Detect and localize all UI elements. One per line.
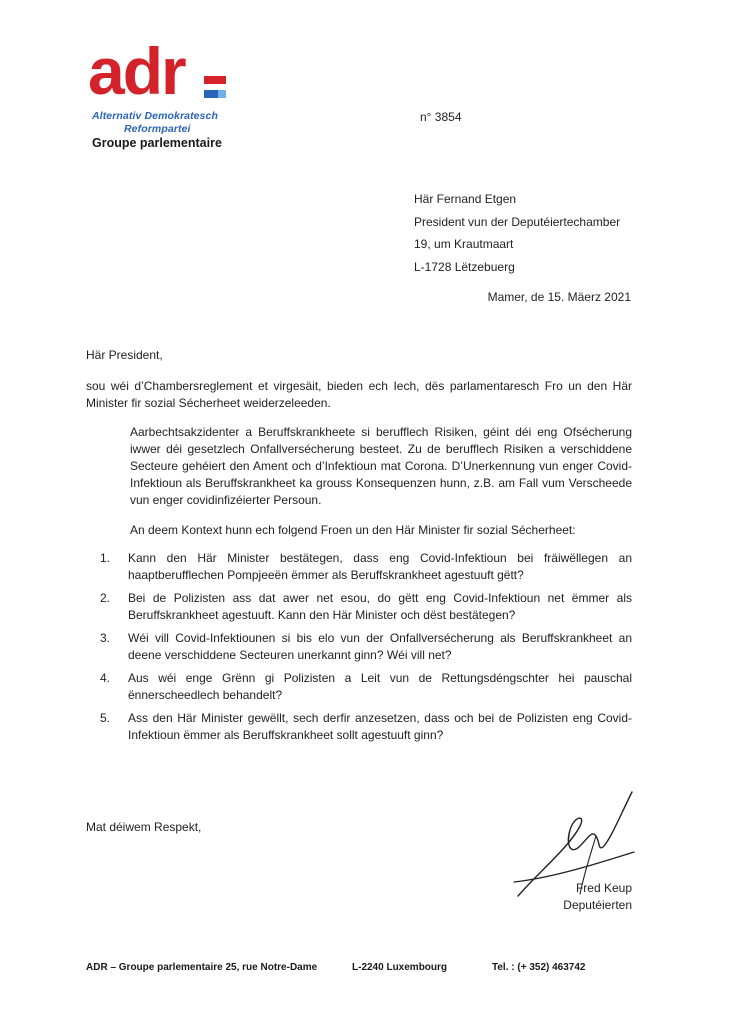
list-item xyxy=(100,590,632,624)
recipient-line: 19, um Krautmaart xyxy=(414,237,514,251)
document-number: n° 3854 xyxy=(420,110,462,124)
letter-date: Mamer, de 15. Mäerz 2021 xyxy=(487,290,631,304)
logo-group-label: Groupe parlementaire xyxy=(92,136,222,150)
question-text: Wéi vill Covid-Infektiounen si bis elo vun der Onfallversécherung als Beruffskrankheet an deene verschiddene Secteuren unerkannt ginn? Wéi vill net? xyxy=(128,631,632,662)
list-item xyxy=(100,670,632,704)
svg-text:adr: adr xyxy=(88,42,185,108)
question-text: Aus wéi enge Grënn gi Polizisten a Leit vun de Rettungsdéngschter hei pauschal ënnerscheedlech behandelt? xyxy=(128,671,632,702)
recipient-line: Här Fernand Etgen xyxy=(414,192,517,206)
question-number: 4. xyxy=(100,671,111,685)
question-text: Ass den Här Minister gewëllt, sech derfir anzesetzen, dass och bei de Polizisten eng Covid-Infektioun ëmmer als Beruffskrankheet sollt agestuuft ginn? xyxy=(128,711,632,742)
questions-list xyxy=(100,550,632,750)
list-item xyxy=(100,550,632,584)
signer-title: Deputéierten xyxy=(563,898,632,912)
closing-line: Mat déiwem Respekt, xyxy=(86,820,202,834)
list-item xyxy=(100,630,632,664)
question-text: Kann den Här Minister bestätegen, dass eng Covid-Infektioun bei fräiwëllegen an haaptberufflechen Pompjeeën ëmmer als Beruffskrankheet agestuuft gëtt? xyxy=(128,551,632,582)
logo-subtitle-line1: Alternativ Demokratesch xyxy=(92,110,219,122)
recipient-line: President vun der Deputéiertechamber xyxy=(414,214,621,229)
question-number: 5. xyxy=(100,711,111,725)
salutation: Här President, xyxy=(86,348,163,362)
signer-name: Fred Keup xyxy=(575,881,632,895)
footer-address: ADR – Groupe parlementaire 25, rue Notre-Dame xyxy=(86,962,318,973)
question-number: 1. xyxy=(100,551,111,565)
recipient-address xyxy=(414,188,620,278)
recipient-line: L-1728 Lëtzebuerg xyxy=(414,259,515,274)
questions-lead: An deem Kontext hunn ech folgend Froen un den Här Minister fir sozial Sécherheet: xyxy=(130,523,576,537)
footer-city: L-2240 Luxembourg xyxy=(352,962,448,973)
intro-paragraph: sou wéi d’Chambersreglement et virgesäit, bieden ech Iech, dës parlamentaresch Fro un den Här Minister fir sozial Sécherheet weiderzeleeden. xyxy=(86,379,632,410)
logo-subtitle xyxy=(92,110,252,136)
adr-logo-wordmark xyxy=(88,42,233,108)
question-number: 2. xyxy=(100,591,111,605)
question-number: 3. xyxy=(100,631,111,645)
logo-subtitle-line2: Reformpartei xyxy=(124,123,191,135)
question-text: Bei de Polizisten ass dat awer net esou, do gëtt eng Covid-Infektioun net ëmmer als Beruffskrankheet agestuuft. Kann den Här Minister och dëst bestätegen? xyxy=(128,591,632,622)
context-paragraph: Aarbechtsakzidenter a Beruffskrankheete si berufflech Risiken, géint déi eng Ofsécherung iwwer déi gesetzlech Onfallversécherung besteet. Zu de berufflech Risiken a verschiddene Secteure gehéiert den Ament och d’Infektioun mat Corona. D’Unerkennung vun enger Covid-Infektioun als Beruffskrankheet ka grouss Konsequenzen hunn, z.B. am Fall vum Verscheede vun enger covidinfizéierter Persoun. xyxy=(130,425,632,507)
letter-footer xyxy=(86,962,646,978)
footer-phone: Tel. : (+ 352) 463742 xyxy=(492,962,586,973)
list-item xyxy=(100,710,632,744)
signer-block xyxy=(563,880,632,914)
